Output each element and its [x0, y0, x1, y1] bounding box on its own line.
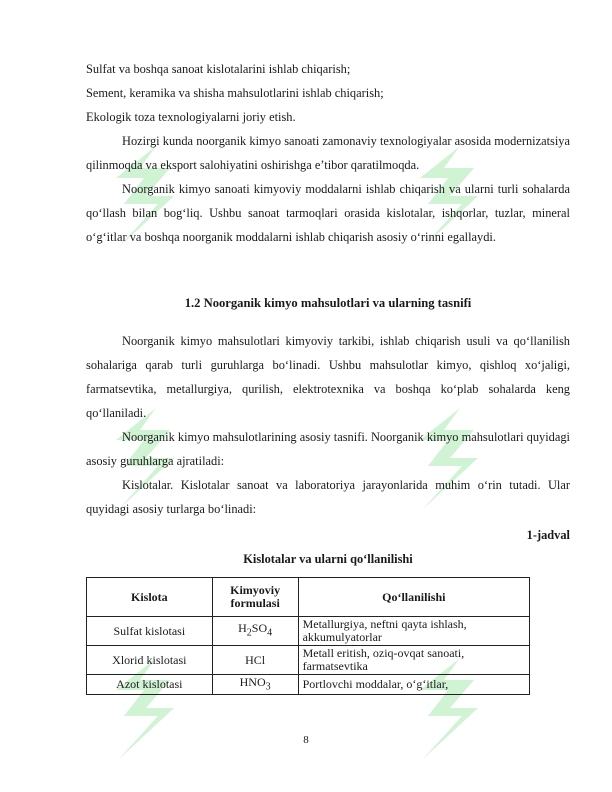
formula-cell	[212, 675, 298, 695]
table-number: 1-jadval	[526, 528, 570, 542]
list-line: Sement, keramika va shisha mahsulotlarini ishlab chiqarish;	[86, 86, 384, 100]
paragraph: Hozirgi kunda noorganik kimyo sanoati zamonaviy texnologiyalar asosida modernizatsiya qilinmoqda va eksport salohiyatini oshirishga e’tibor qaratilmoqda.	[86, 134, 570, 172]
formula-part: HNO	[239, 675, 266, 689]
page-number: 8	[303, 734, 309, 746]
usage-cell: Metallurgiya, neftni qayta ishlash, akkumulyatorlar	[298, 617, 529, 646]
formula-part: SO	[251, 621, 268, 636]
usage-cell: Metall eritish, oziq-ovqat sanoati, farmatsevtika	[298, 646, 529, 675]
acid-name-cell: Xlorid kislotasi	[87, 646, 213, 675]
acid-name-cell: Sulfat kislotasi	[87, 617, 213, 646]
paragraph: Noorganik kimyo mahsulotlari kimyoviy tarkibi, ishlab chiqarish usuli va qo‘llanilish sohalariga qarab turli guruhlarga bo‘linadi. Ushbu mahsulotlar kimyo, qishloq xo‘jaligi, farmatsevtika, metallurgiya, qurilish, elektrotexnika va boshqa ko‘plab sohalarda keng qo‘llaniladi.	[86, 334, 570, 420]
formula-part: HCl	[245, 652, 266, 667]
formula-cell	[212, 617, 298, 646]
formula-subscript: 2	[246, 627, 252, 639]
paragraph: Noorganik kimyo sanoati kimyoviy moddalarni ishlab chiqarish va ularni turli sohalarda qo‘llash bilan bog‘liq. Ushbu sanoat tarmoqlari orasida kislotalar, ishqorlar, tuzlar, mineral o‘g‘itlar va boshqa noorganik moddalarni ishlab chiqarish asosiy o‘rinni egallaydi.	[86, 182, 570, 244]
list-line: Sulfat va boshqa sanoat kislotalarini ishlab chiqarish;	[86, 62, 351, 76]
list-line: Ekologik toza texnologiyalarni joriy etish.	[86, 110, 296, 124]
table-header-cell: Kislota	[87, 578, 213, 617]
paragraph: Noorganik kimyo mahsulotlarining asosiy tasnifi. Noorganik kimyo mahsulotlari quyidagi asosiy guruhlarga ajratiladi:	[86, 430, 570, 468]
formula-cell	[212, 646, 298, 675]
table-caption: Kislotalar va ularni qo‘llanilishi	[243, 552, 413, 566]
paragraph: Kislotalar. Kislotalar sanoat va laboratoriya jarayonlarida muhim o‘rin tutadi. Ular quyidagi asosiy turlarga bo‘linadi:	[86, 478, 570, 516]
formula-subscript: 4	[267, 627, 273, 639]
table-row	[87, 646, 530, 675]
section-heading: 1.2 Noorganik kimyo mahsulotlari va ularning tasnifi	[184, 296, 472, 310]
formula-part: H	[238, 621, 247, 636]
formula-subscript: 3	[265, 681, 271, 693]
acids-table	[86, 577, 530, 695]
acid-name-cell: Azot kislotasi	[87, 675, 213, 695]
table-header-row	[87, 578, 530, 617]
table-header-cell: Kimyoviy formulasi	[212, 578, 298, 617]
document-body	[86, 57, 570, 695]
usage-cell: Portlovchi moddalar, o‘g‘itlar,	[298, 675, 529, 695]
table-row	[87, 675, 530, 695]
table-header-cell: Qo‘llanilishi	[298, 578, 529, 617]
table-row	[87, 617, 530, 646]
